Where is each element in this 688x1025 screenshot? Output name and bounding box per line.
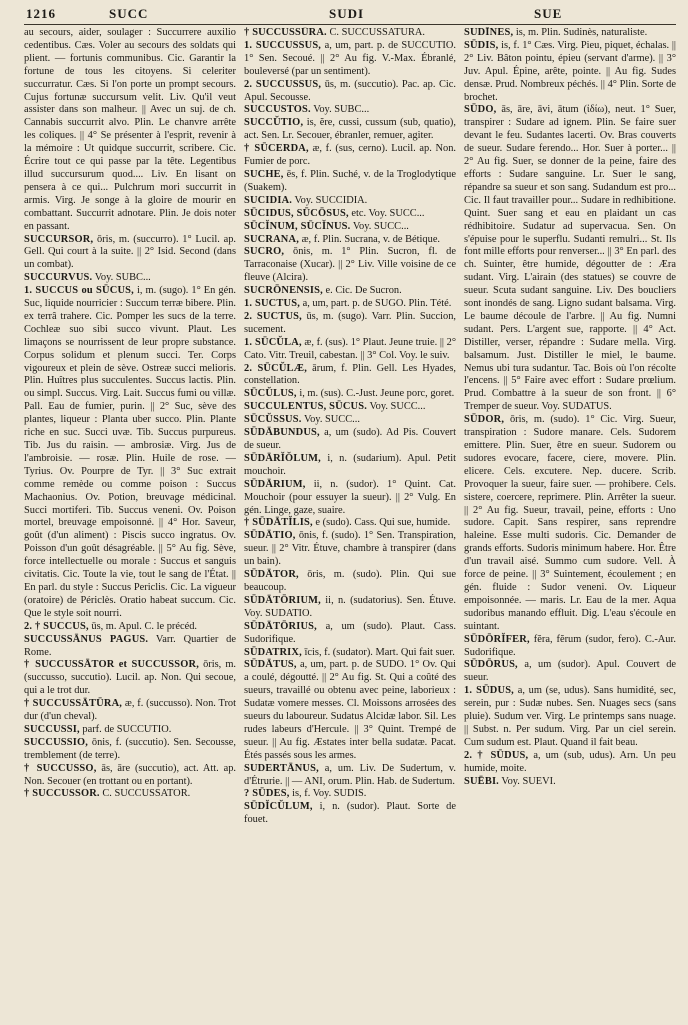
page-number: 1216 (26, 6, 56, 21)
entry-definition: a, um (sudo). Plaut. Cass. Sudorifique. (244, 620, 456, 645)
entry-definition: ōnis, m. 1° Plin. Sucron, fl. de Tarraconaise (Xucar). || 2° Liv. Ville voisine de ce fleuve (Alcira). (244, 246, 456, 284)
entry-definition: etc. Voy. SUCC... (351, 207, 425, 219)
entry-definition: æ, f. (succusso). Non. Trot dur (d'un cheval). (24, 698, 236, 723)
entry-headword: † SUCCUSSŪRA. (244, 27, 327, 38)
entry-headword: SŪDĀTOR, (244, 569, 299, 581)
entry-definition: ēs, f. Plin. Suché, v. de la Troglodytique (Suakem). (244, 168, 456, 193)
dictionary-entry (464, 776, 676, 789)
entry-definition: ii, n. (sudatorius). Sen. Étuve. Voy. SUDATIO. (244, 594, 456, 619)
entry-definition: ōris, m. (sudo). 1° Cic. Virg. Sueur, transpiration : Sudore manare. Cels. Sudorem emittere. Plin. Suer, être en sueur. Sudorem ou sudores evocare, facere, ciere, movere. Plin. elicere. Cels. excutere. Nep. ducere. Scrib. Provoquer la sueur, faire suer. — prohibere. Cels. sistere, coercere, reprimere. Plin. Arrêter la sueur. || 2° Au fig. Sueur, travail, peine, efforts : Uno sudore. Capit. Sans respirer, sans reprendre haleine. Esse multi sudoris. Cic. Demander de grands efforts. Sudoris minimum habere. Hor. Être d'un travail aisé. Summo cum sudore. Vell. À force de peine. || 3° Suintement, écoulement ; en gén. fluide : Sudor veneni. Ov. Liqueur empoisonnée. — maris. Lr. Eau de la mer. Aqua sudoribus manando effluit. Dig. L'eau s'écoule en suintant. (464, 414, 676, 632)
dictionary-entry (244, 117, 456, 143)
entry-headword: SŪDOR, (464, 414, 505, 426)
entry-headword: SŪDĬCŬLUM, (244, 801, 313, 813)
entry-definition: Varr. Quartier de Rome. (24, 633, 236, 658)
entry-headword: SŪDĀTŌRIUS, (244, 620, 317, 632)
dictionary-entry (24, 272, 236, 285)
entry-headword: 1. SUCTUS, (244, 298, 300, 310)
entry-headword: † SUCCUSSO, (24, 762, 97, 774)
entry-definition: Voy. SUBC... (313, 104, 370, 116)
entry-definition: Voy. SUCC... (352, 220, 409, 232)
dictionary-entry (464, 414, 676, 633)
running-head-right: SUE (534, 6, 563, 21)
entry-definition: a, um (se, udus). Sans humidité, sec, serein, pur : Sudæ nubes. Sen. Nuages secs (sans pluie). Sudum ver. Virg. Le printemps sans nuage. || Subst. n. Per sudum. Virg. Par un ciel serein. Cum sudum est. Plaut. Quand il fait beau. (464, 685, 676, 748)
entry-headword: SUCRŌNENSIS, (244, 285, 323, 297)
dictionary-entry (244, 337, 456, 363)
entry-definition: au secours, aider, soulager : Succurrere auxilio cedentibus. Cæs. Voler au secours des soldats qui plient. — fortunis communibus. Cic. Garantir la fortune de tous les citoyens. Si celeriter succurratur. Cæs. Si l'on porte un prompt secours. Cujus fortunæ succursum velit. Liv. Qu'il veut assister dans son malheur. || Avec un suj. de ch. Cannabis succurrit alvo. Plin. Le chanvre arrête les coliques. || 4° Se présenter à l'esprit, revenir à la mémoire : Ut quidque succurrit, scribere. Cic. Écrire tout ce qui passe par la tête. Legentibus illud succursurum quod.... Liv. En lisant on pensera à ce qui... Pulchrum mori succurrit in armis. Virg. Je songe à la gloire de mourir en combattant. Succurrit adnotare. Plin. Je dois noter en passant. (24, 27, 236, 232)
entry-definition: ūs, m. Apul. C. le précéd. (91, 620, 197, 632)
entry-headword: SŪDĀTŌRIUM, (244, 594, 321, 606)
dictionary-entry (244, 40, 456, 79)
entry-headword: SŪDĀRĬŎLUM, (244, 452, 321, 464)
entry-headword: 2. SUCCUSSUS, (244, 78, 322, 90)
entry-headword: SUCCUSSĀNUS PAGUS. (24, 633, 149, 645)
dictionary-entry (24, 659, 236, 698)
dictionary-entry (244, 298, 456, 311)
entry-headword: SUCIDIA. (244, 194, 293, 206)
dictionary-entry (244, 595, 456, 621)
entry-definition: is, ĕre, cussi, cussum (sub, quatio), act. Sen. Lr. Secouer, ébranler, remuer, agiter. (244, 117, 456, 142)
entry-headword: SUCCULENTUS, SŪCUS. (244, 401, 368, 413)
entry-headword: 2. SŪCŬLÆ, (244, 362, 308, 374)
dictionary-entry (244, 285, 456, 298)
entry-headword: SUCCŬTIO, (244, 117, 304, 129)
entry-definition: fĕra, fĕrum (sudor, fero). C.-Aur. Sudorifique. (464, 633, 676, 658)
dictionary-entry (244, 427, 456, 453)
entry-headword: SUCRO, (244, 246, 285, 258)
entry-definition: is, m. Plin. Sudinès, naturaliste. (515, 27, 648, 38)
entry-headword: SUĒBI. (464, 775, 499, 787)
entry-headword: SŪDĀTIO, (244, 530, 296, 542)
entry-headword: 2. † SUCCUS, (24, 620, 89, 632)
entry-headword: 2. SUCTUS, (244, 310, 302, 322)
dictionary-entry (244, 169, 456, 195)
entry-definition: ōris, m. (sudo). Plin. Qui sue beaucoup. (244, 569, 456, 593)
entry-definition: e. Cic. De Sucron. (325, 285, 402, 297)
entry-definition: ūs, m. (succutio). Pac. ap. Cic. Apul. Secousse. (244, 78, 456, 103)
entry-definition: Voy. SUCCIDIA. (294, 194, 368, 206)
entry-headword: SŪCŬLUS, (244, 388, 297, 400)
entry-headword: SŪDĀRIUM, (244, 478, 306, 490)
column-middle (244, 27, 456, 827)
entry-headword: SŪDIS, (464, 39, 499, 51)
entry-definition: a, um, part. p. de SUGO. Plin. Tété. (302, 298, 452, 310)
dictionary-entry (244, 659, 456, 762)
entry-headword: † SUCCUSSĀTŪRA, (24, 698, 123, 710)
entry-definition: e (sudo). Cass. Qui sue, humide. (315, 517, 451, 529)
entry-headword: SUCHE, (244, 168, 284, 180)
entry-headword: SUCRANA, (244, 233, 299, 245)
dictionary-entry (24, 285, 236, 621)
entry-definition: i, n. (sudarium). Apul. Petit mouchoir. (244, 452, 456, 477)
running-head-left: SUCC (109, 6, 149, 21)
dictionary-entry (244, 27, 456, 40)
entry-headword: SUCCUSSIO, (24, 736, 89, 748)
dictionary-entry (244, 517, 456, 530)
entry-headword: SŪDĀBUNDUS, (244, 427, 320, 439)
entry-definition: ōnis, f. (succutio). Sen. Secousse, tremblement (de terre). (24, 736, 236, 761)
entry-definition: ās, āre (succutio), act. Att. ap. Non. Secouer (en trottant ou en portant). (24, 762, 236, 787)
entry-headword: SŪDŌRUS, (464, 659, 518, 671)
page-header (24, 0, 676, 25)
entry-definition: is, f. 1° Cæs. Virg. Pieu, piquet, échalas. || 2° Liv. Bâton pointu, épieu (servant d'arme). || 3° Juv. Apul. Épine, arête, pointe. || Au fig. Sudes densæ. Prud. Nombreux péchés. || 4° Plin. Sorte de brochet. (464, 39, 676, 103)
dictionary-entry (464, 634, 676, 660)
entry-headword: 1. SŪDUS, (464, 685, 514, 697)
dictionary-entry (244, 479, 456, 518)
dictionary-entry (464, 659, 676, 685)
entry-definition: i, n. (sudor). Plaut. Sorte de fouet. (244, 801, 456, 826)
dictionary-entry (244, 763, 456, 789)
dictionary-entry (24, 698, 236, 724)
dictionary-entry (244, 208, 456, 221)
entry-definition: ii, n. (sudor). 1° Quint. Cat. Mouchoir (pour essuyer la sueur). || 2° Vulg. En gén. Linge, gaze, suaire. (244, 478, 456, 516)
dictionary-entry (244, 79, 456, 105)
dictionary-entry (244, 569, 456, 595)
dictionary-entry (244, 311, 456, 337)
dictionary-entry (24, 634, 236, 660)
entry-headword: SŪCŬSSUS. (244, 414, 302, 426)
dictionary-entry (244, 621, 456, 647)
entry-headword: 2. † SŪDUS, (464, 749, 529, 761)
entry-headword: SUCCUSSI, (24, 723, 80, 735)
entry-definition: a, um (sub, udus). Arn. Un peu humide, moite. (464, 749, 676, 774)
entry-headword: † SUCCUSSĀTOR et SUCCUSSOR, (24, 659, 200, 671)
entry-definition: a, um, part. p. de SUDO. 1° Ov. Qui a coulé, dégoutté. || 2° Au fig. St. Qui a coûté des sueurs, travaillé ou obtenu avec peine, laborieux : Sudatæ vomere messes. Cl. Moissons arrosées des sueurs du laboureur. Sudatus Alcidæ labor. Sil. Les rudes labeurs d'Hercule. || 3° Quint. Trempé de sueur. || Au fig. Æstates inter bella sudatæ. Pacat. Étés passés sous les armes. (244, 659, 456, 761)
entry-headword: SUCCUSTOS. (244, 104, 311, 116)
dictionary-entry (24, 621, 236, 634)
entry-definition: ārum, f. Plin. Gell. Les Hyades, constellation. (244, 362, 456, 387)
dictionary-entry (244, 414, 456, 427)
entry-headword: † SŪDĀTĬLIS, (244, 517, 313, 529)
dictionary-entry (24, 234, 236, 273)
entry-definition: a, um. Liv. De Sudertum, v. d'Étrurie. || — ANI, orum. Plin. Hab. de Sudertum. (244, 762, 456, 787)
entry-headword: † SUCCUSSOR. (24, 788, 100, 800)
dictionary-entry (464, 104, 676, 414)
dictionary-entry (244, 801, 456, 827)
entry-definition: is, f. Voy. SUDIS. (292, 788, 367, 800)
dictionary-entry (24, 27, 236, 234)
entry-headword: SŪDŌRĬFER, (464, 633, 530, 645)
entry-definition: Voy. SUBC... (94, 272, 151, 284)
entry-headword: SUDĪNES, (464, 27, 514, 38)
dictionary-entry (244, 195, 456, 208)
dictionary-entry (244, 788, 456, 801)
entry-definition: C. SUCCUSSATOR. (102, 788, 191, 800)
dictionary-entry (24, 763, 236, 789)
column-left (24, 27, 236, 827)
entry-headword: 1. SUCCUS ou SŪCUS, (24, 285, 134, 297)
entry-headword: SUDERTĀNUS, (244, 762, 319, 774)
entry-headword: SUCCURVUS. (24, 272, 93, 284)
dictionary-entry (464, 750, 676, 776)
entry-definition: Voy. SUCC... (303, 414, 360, 426)
entry-definition: a, um (sudo). Ad Pis. Couvert de sueur. (244, 427, 456, 451)
entry-definition: ōnis, f. (sudo). 1° Sen. Transpiration, sueur. || 2° Vitr. Étuve, chambre à transpirer (dans un bain). (244, 530, 456, 568)
entry-definition: æ, f. (sus, cerno). Lucil. ap. Non. Fumier de porc. (244, 143, 456, 168)
entry-definition: ōris, m. (succusso, succutio). Lucil. ap. Non. Qui secoue, qui a le trot dur. (24, 659, 236, 697)
dictionary-entry (24, 724, 236, 737)
entry-definition: īcis, f. (sudator). Mart. Qui fait suer. (304, 646, 455, 658)
dictionary-entry (464, 40, 676, 105)
dictionary-entry (24, 788, 236, 801)
entry-definition: æ, f. (sus). 1° Plaut. Jeune truie. || 2° Cato. Vitr. Treuil, cabestan. || 3° Col. Voy. le suiv. (244, 336, 456, 361)
dictionary-entry (244, 388, 456, 401)
entry-headword: ? SŪDES, (244, 788, 290, 800)
entry-definition: ās, āre, āvi, ātum (ἰδίω), neut. 1° Suer, transpirer : Sudare ad ignem. Plin. Se faire suer devant le feu. Sudantes lacerti. Ov. Bras couverts de sueur. Sudare ferendo... Hor. Suer à porter... || 2° Au fig. Suer, se donner de la peine, faire des efforts : Sudare sanguine. Lr. Suer le sang, répandre sa sueur et son sang. Sudandum est pro... Cic. Il faut travailler pour... Sudare in redhibitione. Quint. Suer sang et eau en plaidant un cas rédhibitoire. Sudatur ad supervacua. Sen. On s'épuise pour le superflu. Sudanti remulri... St. Ils font mille efforts pour renverser... || 3° En parl. des ch. Suinter, être humide, dégoutter de : Æra sudant. Virg. L'airain (des statues) se couvre de sueur. Scuta sudant sanguine. Liv. Des boucliers sont inondés de sang. Ligno sudant balsama. Virg. Le baume découle de l'arbre. || Au fig. Numni sudant. Pers. L'argent sue, rapporte. || 4° Act. Distiller, verser, répandre : Sudare mella. Virg. balsamum. Just. Distiller le miel, le baume. Nemus ubi tura sudantur. Tac. Bois où l'on récolte l'encens. || 5° Faire avec effort : Sudare prœlium. Prud. Combattre à la sueur de son front. || 6° Tremper de sueur. Voy. SUDATUS. (464, 104, 676, 413)
entry-definition: i, m. (sus). C.-Just. Jeune porc, goret. (299, 388, 455, 400)
entry-definition: Voy. SUCC... (369, 401, 426, 413)
dictionary-entry (244, 363, 456, 389)
entry-headword: 1. SUCCUSSUS, (244, 39, 322, 51)
entry-definition: ōris, m. (succurro). 1° Lucil. ap. Gell. Qui court à la suite. || 2° Isid. Second (dans un combat). (24, 233, 236, 271)
dictionary-entry (244, 401, 456, 414)
entry-definition: C. SUCCUSSATURA. (329, 27, 426, 38)
dictionary-entry (24, 737, 236, 763)
entry-definition: a, um (sudor). Apul. Couvert de sueur. (464, 659, 676, 684)
entry-definition: æ, f. Plin. Sucrana, v. de Bétique. (301, 233, 441, 245)
dictionary-entry (244, 453, 456, 479)
entry-definition: a, um, part. p. de SUCCUTIO. 1° Sen. Secoué. || 2° Au fig. V.-Max. Ébranlé, bouleversé (par un sentiment). (244, 39, 456, 77)
dictionary-entry (464, 27, 676, 40)
dictionary-entry (244, 221, 456, 234)
dictionary-entry (244, 647, 456, 660)
dictionary-entry (244, 104, 456, 117)
entry-headword: 1. SŪCŬLA, (244, 336, 302, 348)
entry-headword: SŪDATRIX, (244, 646, 302, 658)
dictionary-entry (464, 685, 676, 750)
entry-headword: SŪCĬNUM, SŪCĬNUS. (244, 220, 351, 232)
dictionary-entry (244, 246, 456, 285)
entry-headword: SŪCIDUS, SŪCŌSUS, (244, 207, 349, 219)
entry-definition: i, m. (sugo). 1° En gén. Suc, liquide nourricier : Succum terræ bibere. Plin. ex terrâ trahere. Cic. Pomper les sucs de la terre. Cochleæ suo sibi succo vivunt. Plaut. Les limaçons se nourrissent de leur propre substance. Corpus solidum et plenum succi. Ter. Corps vigoureux et plein de sève. Ostreæ succi melioris. Plin. Huîtres plus succulentes. Succus lactis. Plin. ou simpl. Succus. Virg. Lait. Succus fumi ou villæ. Pall. Eau de fumier, purin. || 2° Suc, sève des plantes, liqueur : Planta uber succo. Plin. Plante riche en suc. Succi uvæ. Tib. Succus purpureus. Tib. Jus du raisin. — ambrosiæ. Virg. Jus de l'ambroisie. — rosæ. Plin. Huile de rose. — Tyrius. Ov. Pourpre de Tyr. || 3° Suc extrait comme remède ou comme poison : Succus Machaonius. Ov. Potion, breuvage médicinal. Succi mortiferi. Tib. Succus veneni. Ov. Poison mortel, breuvage empoisonné. || 4° Hor. Saveur, goût (d'un aliment) : Piscis succo ingratus. Ov. Poisson d'un goût désagréable. || 5° Au fig. Sève, force intellectuelle ou morale : Succus et sanguis civitatis. Cic. Toute la vie, tout le sang de l'État. || En parl. du style : Succus Periclis. Cic. La vigueur (oratoire) de Périclès. Oratio habeat succum. Cic. Que le style soit nourri. (24, 285, 236, 619)
dictionary-entry (244, 530, 456, 569)
entry-definition: Voy. SUEVI. (501, 775, 556, 787)
entry-definition: parf. de SUCCUTIO. (82, 723, 172, 735)
entry-headword: † SŪCERDA, (244, 143, 309, 155)
dictionary-entry (244, 234, 456, 247)
column-right (464, 27, 676, 827)
entry-headword: SŪDĀTUS, (244, 659, 297, 671)
entry-headword: SŪDO, (464, 104, 497, 116)
running-head-center: SUDI (329, 6, 365, 21)
columns (24, 27, 676, 827)
dictionary-entry (244, 143, 456, 169)
entry-headword: SUCCURSOR, (24, 233, 94, 245)
entry-definition: ūs, m. (sugo). Varr. Plin. Succion, sucement. (244, 310, 456, 335)
